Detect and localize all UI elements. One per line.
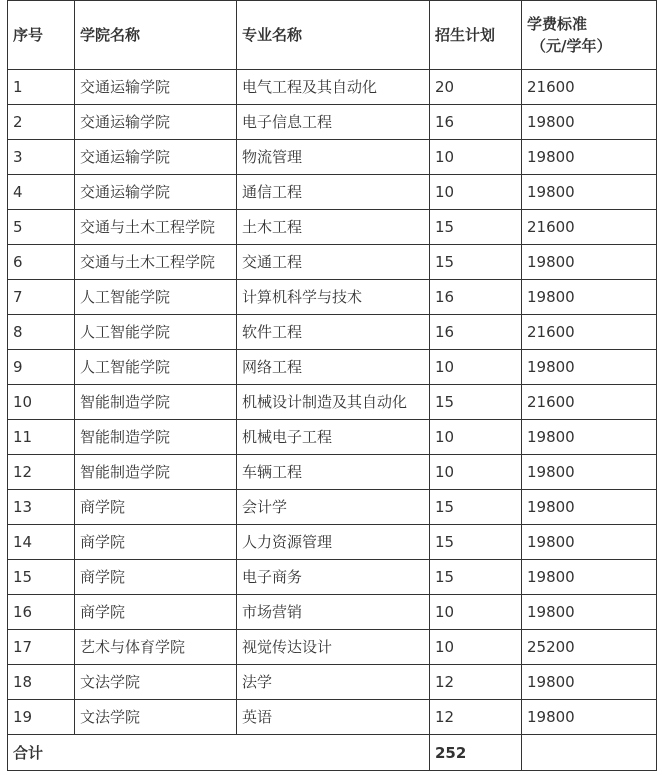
table-row xyxy=(8,595,657,630)
cell-seq: 9 xyxy=(8,350,75,385)
table-row xyxy=(8,385,657,420)
cell-seq: 12 xyxy=(8,455,75,490)
table-row xyxy=(8,560,657,595)
cell-college: 商学院 xyxy=(75,525,237,560)
cell-plan: 16 xyxy=(430,315,522,350)
table-row xyxy=(8,175,657,210)
cell-fee: 19800 xyxy=(522,525,657,560)
header-fee xyxy=(522,1,657,70)
cell-plan: 15 xyxy=(430,210,522,245)
table-row xyxy=(8,665,657,700)
cell-major: 计算机科学与技术 xyxy=(237,280,430,315)
cell-college: 商学院 xyxy=(75,490,237,525)
cell-college: 交通运输学院 xyxy=(75,105,237,140)
table-row xyxy=(8,210,657,245)
cell-major: 会计学 xyxy=(237,490,430,525)
cell-college: 智能制造学院 xyxy=(75,420,237,455)
cell-major: 电气工程及其自动化 xyxy=(237,70,430,105)
table-row xyxy=(8,630,657,665)
table-row xyxy=(8,490,657,525)
header-college: 学院名称 xyxy=(75,1,237,70)
cell-plan: 16 xyxy=(430,105,522,140)
cell-plan: 12 xyxy=(430,665,522,700)
cell-college: 商学院 xyxy=(75,595,237,630)
cell-major: 人力资源管理 xyxy=(237,525,430,560)
cell-seq: 15 xyxy=(8,560,75,595)
cell-fee: 19800 xyxy=(522,560,657,595)
cell-college: 人工智能学院 xyxy=(75,315,237,350)
cell-college: 交通运输学院 xyxy=(75,70,237,105)
cell-college: 文法学院 xyxy=(75,665,237,700)
table-row xyxy=(8,455,657,490)
cell-major: 物流管理 xyxy=(237,140,430,175)
cell-fee: 21600 xyxy=(522,315,657,350)
enrollment-plan-table xyxy=(7,0,657,771)
cell-seq: 6 xyxy=(8,245,75,280)
cell-seq: 17 xyxy=(8,630,75,665)
table-body xyxy=(8,70,657,735)
cell-seq: 19 xyxy=(8,700,75,735)
cell-college: 智能制造学院 xyxy=(75,385,237,420)
header-major: 专业名称 xyxy=(237,1,430,70)
cell-seq: 11 xyxy=(8,420,75,455)
cell-plan: 15 xyxy=(430,245,522,280)
cell-fee: 19800 xyxy=(522,140,657,175)
cell-seq: 2 xyxy=(8,105,75,140)
cell-plan: 15 xyxy=(430,560,522,595)
cell-college: 人工智能学院 xyxy=(75,280,237,315)
cell-college: 文法学院 xyxy=(75,700,237,735)
cell-seq: 3 xyxy=(8,140,75,175)
cell-fee: 19800 xyxy=(522,700,657,735)
cell-seq: 14 xyxy=(8,525,75,560)
cell-plan: 10 xyxy=(430,175,522,210)
cell-major: 交通工程 xyxy=(237,245,430,280)
cell-plan: 10 xyxy=(430,140,522,175)
table-row xyxy=(8,140,657,175)
cell-plan: 10 xyxy=(430,455,522,490)
table-row xyxy=(8,350,657,385)
header-fee-line1: 学费标准 xyxy=(527,15,588,33)
cell-college: 艺术与体育学院 xyxy=(75,630,237,665)
total-fee-empty xyxy=(522,735,657,771)
cell-fee: 21600 xyxy=(522,210,657,245)
header-seq: 序号 xyxy=(8,1,75,70)
cell-major: 车辆工程 xyxy=(237,455,430,490)
cell-plan: 15 xyxy=(430,490,522,525)
cell-seq: 10 xyxy=(8,385,75,420)
cell-major: 机械设计制造及其自动化 xyxy=(237,385,430,420)
cell-fee: 19800 xyxy=(522,350,657,385)
cell-fee: 19800 xyxy=(522,105,657,140)
table-row xyxy=(8,700,657,735)
cell-seq: 13 xyxy=(8,490,75,525)
cell-seq: 1 xyxy=(8,70,75,105)
cell-fee: 19800 xyxy=(522,455,657,490)
cell-college: 交通与土木工程学院 xyxy=(75,245,237,280)
cell-fee: 19800 xyxy=(522,595,657,630)
table-row xyxy=(8,525,657,560)
cell-major: 土木工程 xyxy=(237,210,430,245)
cell-seq: 4 xyxy=(8,175,75,210)
cell-major: 电子商务 xyxy=(237,560,430,595)
cell-seq: 8 xyxy=(8,315,75,350)
cell-major: 英语 xyxy=(237,700,430,735)
table-row xyxy=(8,315,657,350)
table-row xyxy=(8,420,657,455)
cell-college: 交通与土木工程学院 xyxy=(75,210,237,245)
cell-seq: 5 xyxy=(8,210,75,245)
cell-fee: 19800 xyxy=(522,280,657,315)
cell-plan: 10 xyxy=(430,595,522,630)
cell-seq: 18 xyxy=(8,665,75,700)
cell-plan: 15 xyxy=(430,525,522,560)
cell-major: 机械电子工程 xyxy=(237,420,430,455)
cell-fee: 21600 xyxy=(522,385,657,420)
total-plan: 252 xyxy=(430,735,522,771)
cell-plan: 10 xyxy=(430,350,522,385)
total-row xyxy=(8,735,657,771)
cell-plan: 16 xyxy=(430,280,522,315)
cell-major: 网络工程 xyxy=(237,350,430,385)
table-row xyxy=(8,245,657,280)
cell-fee: 25200 xyxy=(522,630,657,665)
cell-college: 交通运输学院 xyxy=(75,175,237,210)
total-label: 合计 xyxy=(8,735,430,771)
cell-major: 电子信息工程 xyxy=(237,105,430,140)
cell-fee: 19800 xyxy=(522,245,657,280)
cell-seq: 16 xyxy=(8,595,75,630)
table-header-row xyxy=(8,1,657,70)
cell-fee: 19800 xyxy=(522,175,657,210)
cell-major: 通信工程 xyxy=(237,175,430,210)
cell-college: 智能制造学院 xyxy=(75,455,237,490)
cell-seq: 7 xyxy=(8,280,75,315)
cell-college: 商学院 xyxy=(75,560,237,595)
cell-plan: 15 xyxy=(430,385,522,420)
cell-plan: 10 xyxy=(430,420,522,455)
table-row xyxy=(8,280,657,315)
cell-fee: 19800 xyxy=(522,490,657,525)
table-row xyxy=(8,105,657,140)
cell-major: 市场营销 xyxy=(237,595,430,630)
cell-fee: 19800 xyxy=(522,665,657,700)
cell-fee: 21600 xyxy=(522,70,657,105)
cell-plan: 12 xyxy=(430,700,522,735)
table-row xyxy=(8,70,657,105)
cell-major: 软件工程 xyxy=(237,315,430,350)
cell-college: 交通运输学院 xyxy=(75,140,237,175)
cell-fee: 19800 xyxy=(522,420,657,455)
enrollment-table-container xyxy=(7,0,657,771)
header-plan: 招生计划 xyxy=(430,1,522,70)
cell-plan: 20 xyxy=(430,70,522,105)
cell-plan: 10 xyxy=(430,630,522,665)
cell-major: 视觉传达设计 xyxy=(237,630,430,665)
cell-major: 法学 xyxy=(237,665,430,700)
header-fee-line2: （元/学年） xyxy=(531,37,612,55)
cell-college: 人工智能学院 xyxy=(75,350,237,385)
